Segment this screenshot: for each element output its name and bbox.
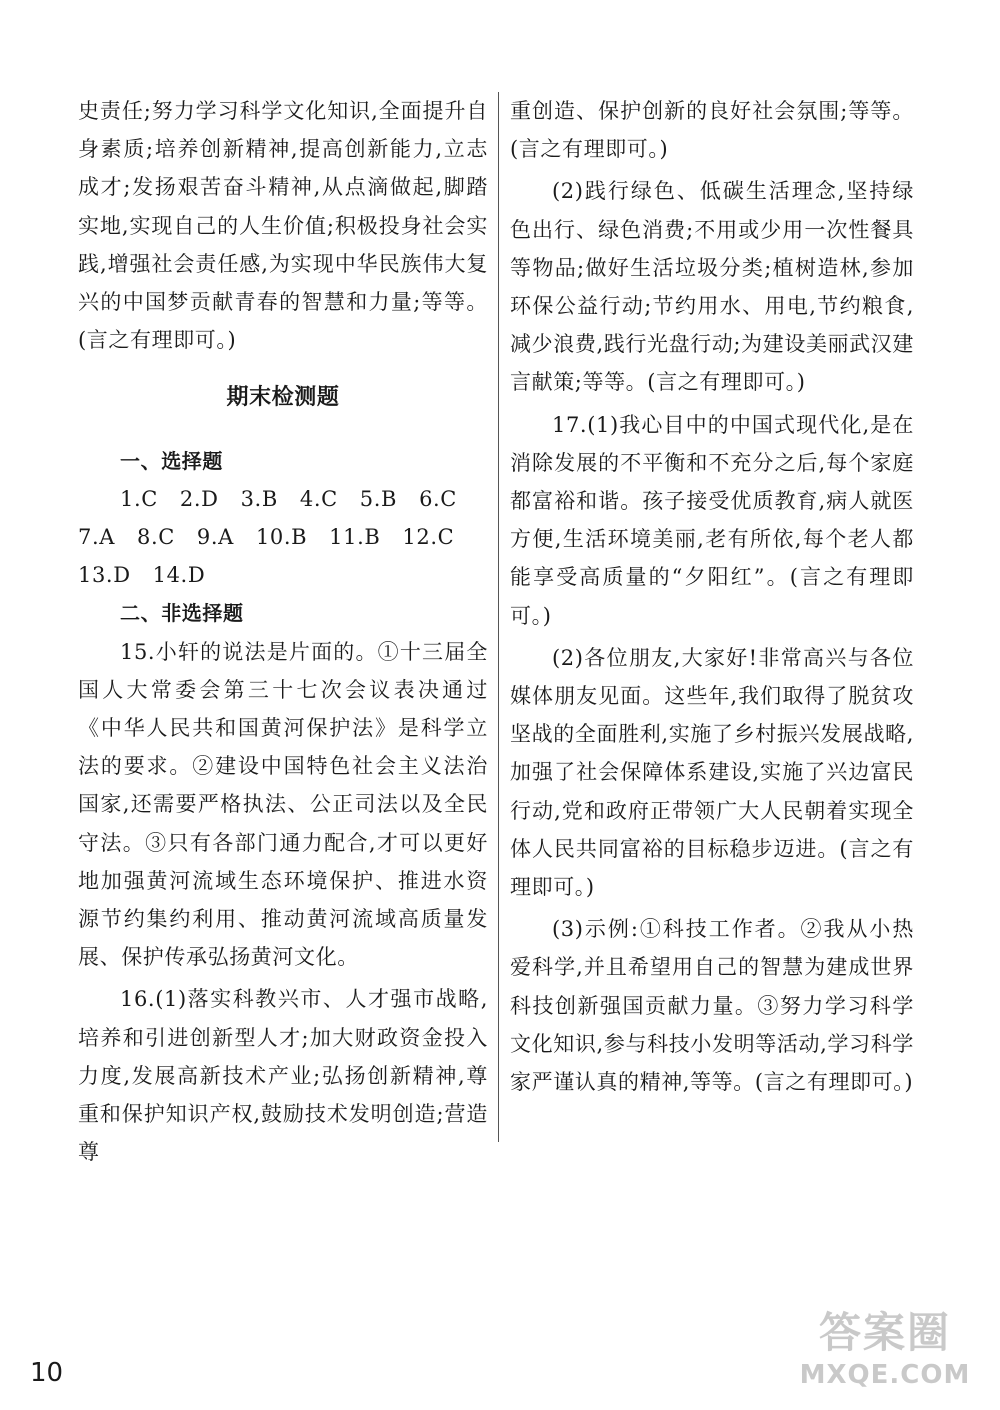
answer-item: 10.B [255,525,308,550]
intro-paragraph: 史责任;努力学习科学文化知识,全面提升自身素质;培养创新精神,提高创新能力,立志成才;发扬艰苦奋斗精神,从点滴做起,脚踏实地,实现自己的人生价值;积极投身社会实践,增强社会责任感,为实现中华民族伟大复兴的中国梦贡献青春的智慧和力量;等等。(言之有理即可。) [78,99,488,353]
answer-item: 12.C [402,525,455,550]
page-number: 10 [30,1358,64,1388]
choice-line-2 [78,518,488,556]
right-column [510,92,914,1101]
answer-item: 5.B [359,486,398,511]
answer-item: 9.A [196,525,234,550]
answer-q16-part1-continued: 重创造、保护创新的良好社会氛围;等等。(言之有理即可。) [510,99,914,162]
watermark-text: 答案圈 [818,1308,951,1357]
answer-q17-part1: 17.(1)我心目中的中国式现代化,是在消除发展的不平衡和不充分之后,每个家庭都富裕和谐。孩子接受优质教育,病人就医方便,生活环境美丽,老有所依,每个老人都能享受高质量的“夕阳红”。(言之有理即可。) [510,412,914,628]
answer-item: 1.C [120,486,158,511]
answer-item: 14.D [152,563,206,588]
answer-q17-part3: (3)示例:①科技工作者。②我从小热爱科学,并且希望用自己的智慧为建成世界科技创新强国贡献力量。③努力学习科学文化知识,参与科技小发明等活动,学习科学家严谨认真的精神,等等。(言之有理即可。) [510,917,914,1095]
answer-q16-part1: 16.(1)落实科教兴市、人才强市战略,培养和引进创新型人才;加大财政资金投入力度,发展高新技术产业;弘扬创新精神,尊重和保护知识产权,鼓励技术发明创造;营造尊 [78,987,488,1165]
answer-item: 3.B [240,486,278,511]
answer-item: 6.C [419,486,457,511]
answer-q15: 15.小轩的说法是片面的。①十三届全国人大常委会第三十七次会议表决通过《中华人民共和国黄河保护法》是科学立法的要求。②建设中国特色社会主义法治国家,还需要严格执法、公正司法以及全民守法。③只有各部门通力配合,才可以更好地加强黄河流域生态环境保护、推进水资源节约集约利用、推动黄河流域高质量发展、保护传承弘扬黄河文化。 [78,639,488,970]
heading-choice: 一、选择题 [120,448,223,473]
column-divider [498,92,499,1142]
choice-line-3 [78,556,488,594]
answer-item: 2.D [179,486,219,511]
answer-q17-part2: (2)各位朋友,大家好!非常高兴与各位媒体朋友见面。这些年,我们取得了脱贫攻坚战的全面胜利,实施了乡村振兴发展战略,加强了社会保障体系建设,实施了兴边富民行动,党和政府正带领广大人民朝着实现全体人民共同富裕的目标稳步迈进。(言之有理即可。) [510,645,914,900]
answer-item: 8.C [137,525,175,550]
heading-nonchoice: 二、非选择题 [120,601,244,626]
watermark-url: MXQE.COM [799,1360,971,1390]
answer-item: 4.C [299,486,338,511]
section-title: 期末检测题 [226,385,340,411]
watermark-logo [790,1308,980,1400]
choice-answers [78,480,488,595]
answer-item: 11.B [329,525,381,550]
left-column [78,92,488,1171]
answer-q16-part2: (2)践行绿色、低碳生活理念,坚持绿色出行、绿色消费;不用或少用一次性餐具等物品;做好生活垃圾分类;植树造林,参加环保公益行动;节约用水、用电,节约粮食,减少浪费,践行光盘行动;为建设美丽武汉建言献策;等等。(言之有理即可。) [510,179,914,395]
answer-item: 13.D [78,563,131,588]
answer-item: 7.A [78,525,116,550]
choice-line-1 [78,480,488,518]
